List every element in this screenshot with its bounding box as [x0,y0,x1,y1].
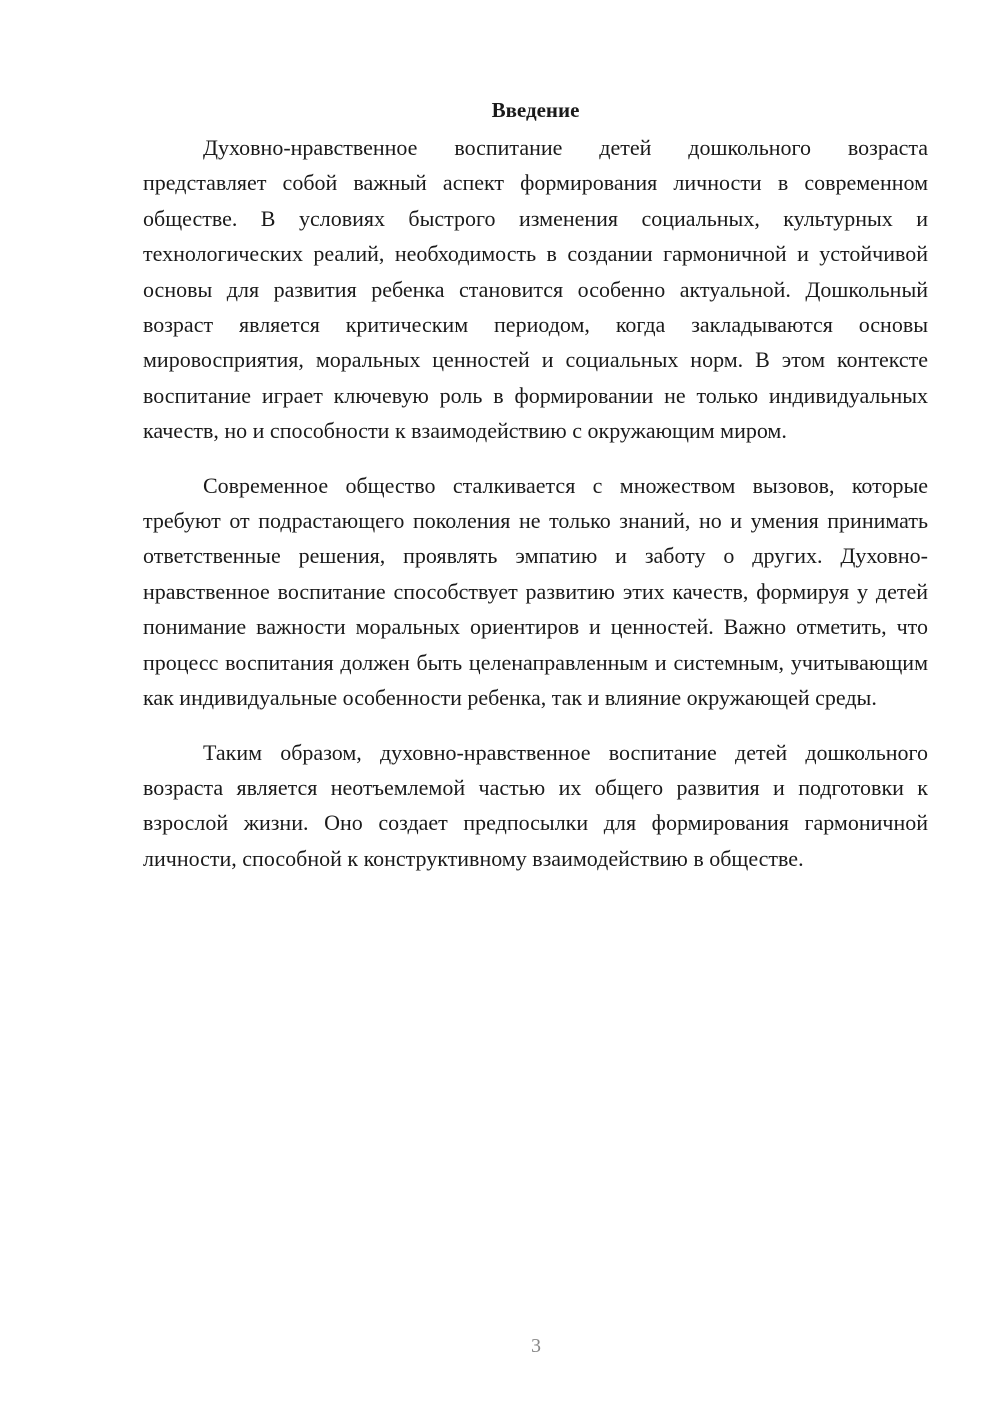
paragraph-2: Современное общество сталкивается с множеством вызовов, которые требуют от подрастающего поколения не только знаний, но и умения принимать ответственные решения, проявлять эмпатию и заботу о других. Духовно-нравственное воспитание способствует развитию этих качеств, формируя у детей понимание важности моральных ориентиров и ценностей. Важно отметить, что процесс воспитания должен быть целенаправленным и системным, учитывающим как индивидуальные особенности ребенка, так и влияние окружающей среды. [143,472,928,711]
paragraph-1: Духовно-нравственное воспитание детей дошкольного возраста представляет собой важный аспект формирования личности в современном обществе. В условиях быстрого изменения социальных, культурных и технологических реалий, необходимость в создании гармоничной и устойчивой основы для развития ребенка становится особенно актуальной. Дошкольный возраст является критическим периодом, когда закладываются основы мировосприятия, моральных ценностей и социальных норм. В этом контексте воспитание играет ключевую роль в формировании не только индивидуальных качеств, но и способности к взаимодействию с окружающим миром. [143,135,928,444]
section-title: Введение [491,98,580,122]
page-number: 3 [531,1335,541,1357]
document-body [143,92,928,876]
paragraph-3: Таким образом, духовно-нравственное воспитание детей дошкольного возраста является неотъемлемой частью их общего развития и подготовки к взрослой жизни. Оно создает предпосылки для формирования гармоничной личности, способной к конструктивному взаимодействию в обществе. [143,739,928,871]
